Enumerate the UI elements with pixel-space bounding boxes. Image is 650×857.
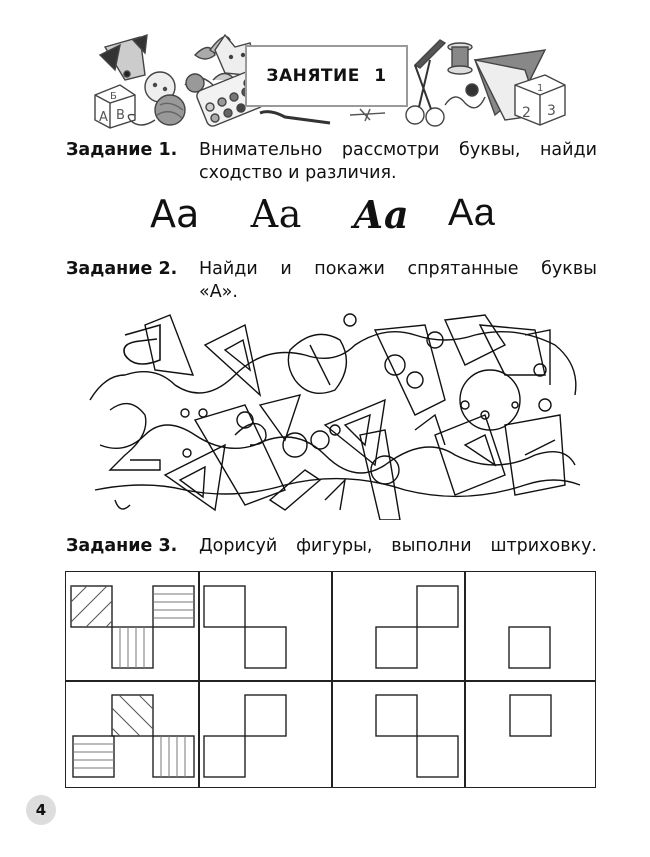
task-1 <box>66 139 597 187</box>
page-number <box>26 795 56 825</box>
task-2-text-line2: «А». <box>199 282 238 302</box>
task-2 <box>66 258 597 306</box>
task-1-text-line2: сходство и различия. <box>199 163 397 183</box>
thread-spool-icon <box>445 43 485 108</box>
letter-sample-decorative: Аа <box>353 192 409 237</box>
svg-text:2: 2 <box>522 105 531 121</box>
svg-text:В: В <box>116 108 125 123</box>
hidden-letters-picture <box>85 305 585 520</box>
letter-sample-serif: Аа <box>250 192 302 236</box>
task-3 <box>66 535 597 559</box>
lesson-title: ЗАНЯТИЕ 1 <box>266 66 387 86</box>
empty-figure-r1c4[interactable] <box>509 627 550 668</box>
letter-samples <box>150 192 530 242</box>
empty-figure-r2c2[interactable] <box>204 695 286 777</box>
letter-sample-rounded: Аа <box>448 192 495 234</box>
dog-icon <box>100 35 147 80</box>
task-1-text-line1: Внимательно рассмотри буквы, найди <box>199 140 597 160</box>
empty-figure-r2c4[interactable] <box>510 695 551 736</box>
task-1-label: Задание 1. <box>66 140 178 160</box>
lesson-title-box <box>245 45 408 107</box>
alphabet-block-icon <box>95 85 135 128</box>
yarn-ball-icon <box>155 95 185 125</box>
shading-grid <box>65 571 596 788</box>
svg-text:1: 1 <box>537 83 544 94</box>
task-2-label: Задание 2. <box>66 259 178 279</box>
task-2-text-line1: Найди и покажи спрятанные буквы <box>199 259 597 279</box>
empty-figure-r1c3[interactable] <box>376 586 458 668</box>
svg-text:3: 3 <box>547 103 556 119</box>
scissors-icon <box>406 60 444 126</box>
empty-figure-r2c3[interactable] <box>376 695 458 777</box>
page-number-text: 4 <box>35 801 47 819</box>
example-figure-row1 <box>66 572 194 668</box>
svg-text:Б: Б <box>110 91 117 102</box>
example-figure-row2 <box>73 672 194 777</box>
letter-sample-sans: Аа <box>150 192 200 236</box>
svg-text:А: А <box>99 110 108 125</box>
number-block-icon <box>515 75 565 125</box>
task-3-text-line1: Дорисуй фигуры, выполни штриховку. <box>199 536 597 556</box>
empty-figure-r1c2[interactable] <box>204 586 286 668</box>
paintbrush-icon <box>260 112 330 123</box>
task-3-label: Задание 3. <box>66 536 178 556</box>
